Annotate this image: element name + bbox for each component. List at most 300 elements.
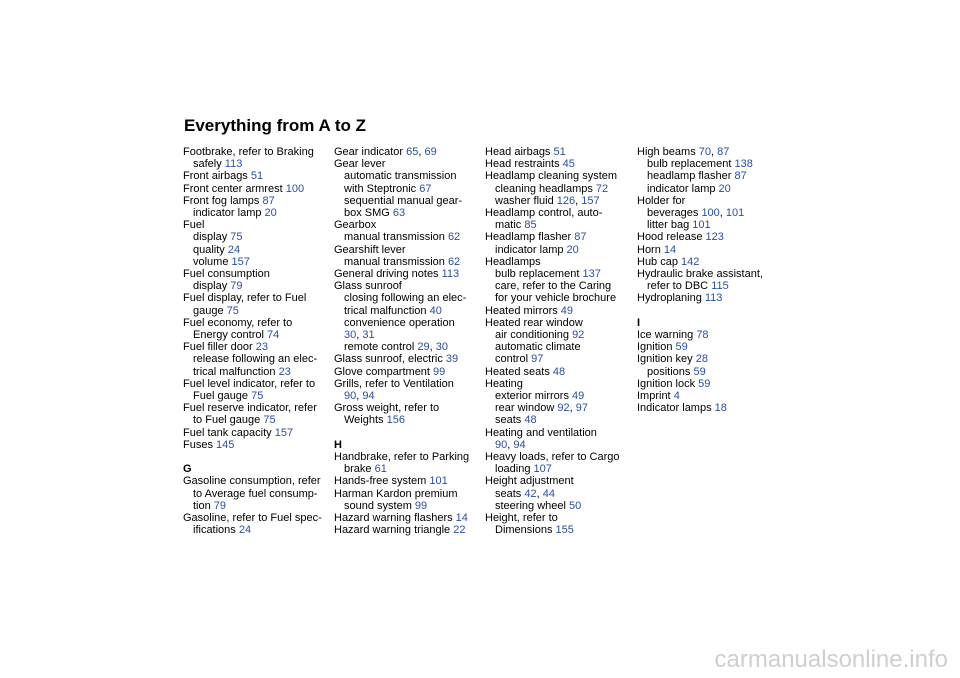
page-link[interactable]: 138: [734, 158, 753, 171]
entry-text: Fuel filler door: [183, 341, 256, 354]
page-link[interactable]: 78: [696, 329, 709, 342]
page-link[interactable]: 137: [582, 268, 601, 281]
entry-text: convenience operation: [344, 316, 455, 329]
entry-text: Fuses: [183, 438, 217, 451]
page-link[interactable]: 39: [445, 353, 459, 366]
index-entry: [183, 439, 333, 451]
index-entry: [334, 268, 484, 280]
page-link[interactable]: 74: [266, 329, 280, 342]
entry-text: ifications: [193, 524, 239, 537]
entry-text: exterior mirrors: [495, 390, 573, 403]
index-entry: [334, 524, 484, 536]
index-entry: [485, 207, 635, 219]
entry-text: positions: [647, 365, 694, 378]
entry-text: display: [193, 231, 231, 244]
page-link[interactable]: 59: [698, 377, 711, 390]
entry-text: control: [495, 353, 532, 366]
page-link[interactable]: 48: [524, 414, 537, 427]
page-link[interactable]: 49: [572, 390, 585, 403]
entry-text: G: [183, 463, 192, 476]
entry-text: Hub cap: [637, 255, 682, 268]
entry-text: Headlamp cleaning system: [485, 170, 618, 183]
page-link[interactable]: 115: [711, 280, 729, 293]
section-spacer: [334, 427, 484, 439]
section-spacer: [637, 305, 787, 317]
entry-text: Fuel: [183, 219, 205, 232]
entry-text: Ignition key: [637, 353, 696, 366]
index-subentry: [334, 317, 484, 329]
index-entry: [637, 244, 787, 256]
page-link[interactable]: 70: [698, 146, 712, 158]
index-subentry: [334, 195, 484, 207]
index-entry: [485, 378, 635, 390]
entry-text: Gearshift lever: [334, 243, 406, 256]
index-entry: [183, 317, 333, 329]
page-link[interactable]: 14: [455, 512, 468, 525]
index-subentry: [183, 414, 333, 426]
page-link[interactable]: 59: [675, 341, 688, 354]
entry-text: Head restraints: [485, 158, 563, 171]
index-subentry: [334, 256, 484, 268]
index-entry: [183, 195, 333, 207]
page-link[interactable]: 40: [429, 304, 442, 317]
entry-text: box SMG: [344, 207, 393, 220]
index-entry: [183, 219, 333, 231]
page-link[interactable]: 20: [264, 207, 277, 220]
index-entry: [485, 427, 635, 439]
index-subentry: [183, 353, 333, 365]
index-entry: [485, 170, 635, 182]
page-link[interactable]: 101: [692, 219, 711, 232]
entry-text: Heavy loads, refer to Cargo: [485, 451, 620, 464]
entry-text: tion: [193, 499, 214, 512]
index-subentry: [334, 292, 484, 304]
page-link[interactable]: 87: [574, 231, 587, 244]
entry-text: automatic transmission: [344, 170, 457, 183]
entry-text: Gross weight, refer to: [334, 402, 440, 415]
index-subentry: [485, 524, 635, 536]
index-entry: [637, 341, 787, 353]
section-spacer: [183, 451, 333, 463]
entry-text: Ice warning: [637, 329, 697, 342]
page-link[interactable]: 51: [250, 170, 264, 183]
entry-text: Heating and ventilation: [485, 426, 597, 439]
index-subentry: seats 42, 44: [495, 487, 555, 500]
entry-text: Gearbox: [334, 219, 377, 232]
index-entry: [183, 341, 333, 353]
page-link[interactable]: 87: [717, 146, 730, 158]
entry-text: Heated seats: [485, 365, 553, 378]
entry-text: quality: [193, 243, 228, 256]
entry-text: Front center armrest: [183, 182, 286, 195]
index-subentry: [637, 183, 787, 195]
page-link[interactable]: 23: [255, 341, 269, 354]
entry-text: Horn: [637, 243, 664, 256]
entry-text: safely: [193, 158, 225, 171]
page-link[interactable]: 20: [718, 182, 731, 195]
page-link[interactable]: 18: [714, 402, 727, 415]
page-link[interactable]: 50: [569, 499, 582, 512]
index-subentry: [183, 280, 333, 292]
index-subentry: 90, 94: [344, 390, 375, 403]
page-link[interactable]: 126: [556, 194, 576, 207]
page-link[interactable]: 28: [695, 353, 708, 366]
entry-text: Fuel tank capacity: [183, 426, 275, 439]
entry-text: Height adjustment: [485, 475, 574, 488]
index-entry: [485, 475, 635, 487]
index-subentry: [183, 390, 333, 402]
index-entry: [637, 292, 787, 304]
index-column-4: [637, 146, 787, 414]
index-subentry: [183, 488, 333, 500]
index-column-1: [183, 146, 333, 536]
entry-text: Heated rear window: [485, 316, 583, 329]
index-column-2: [334, 146, 484, 536]
entry-text: seats: [495, 414, 525, 427]
index-entry: [637, 268, 787, 280]
page-link[interactable]: 99: [433, 365, 446, 378]
entry-text: Weights: [344, 414, 387, 427]
index-entry: [334, 366, 484, 378]
index-entry: [637, 329, 787, 341]
entry-text: Headlamp control, auto-: [485, 207, 603, 220]
page-link[interactable]: 24: [238, 524, 252, 537]
page-link[interactable]: 97: [575, 402, 588, 415]
index-entry: [637, 195, 787, 207]
entry-text: release following an elec-: [193, 353, 318, 366]
entry-text: Glass sunroof, electric: [334, 353, 446, 366]
index-subentry: beverages 100, 101: [647, 207, 745, 220]
section-letter: [183, 463, 333, 475]
index-entry: [334, 512, 484, 524]
entry-text: sequential manual gear-: [344, 194, 463, 207]
index-entry: [637, 353, 787, 365]
index-subentry: [485, 353, 635, 365]
index-subentry: [485, 183, 635, 195]
page-link[interactable]: 157: [274, 426, 294, 439]
index-entry: [637, 378, 787, 390]
index-subentry: [485, 329, 635, 341]
index-subentry: [183, 207, 333, 219]
entry-text: Grills, refer to Ventilation: [334, 377, 454, 390]
page-link[interactable]: 97: [531, 353, 544, 366]
entry-text: cleaning headlamps: [495, 182, 596, 195]
index-subentry: remote control 29, 30: [344, 341, 448, 354]
index-entry: [183, 427, 333, 439]
entry-text: Footbrake, refer to Braking: [183, 146, 314, 158]
entry-text: washer fluid: [495, 194, 557, 207]
page-link[interactable]: 87: [734, 170, 747, 183]
page-link[interactable]: 22: [453, 524, 466, 537]
entry-text: trical malfunction: [193, 365, 279, 378]
index-subentry: 90, 94: [495, 438, 526, 451]
index-entry: [334, 280, 484, 292]
page-link[interactable]: 48: [552, 365, 566, 378]
page-link[interactable]: 45: [562, 158, 575, 171]
index-subentry: [334, 207, 484, 219]
index-subentry: [485, 341, 635, 353]
entry-text: with Steptronic: [344, 182, 420, 195]
entry-text: matic: [495, 219, 525, 232]
page-link[interactable]: 157: [231, 255, 250, 268]
entry-text: Indicator lamps: [637, 402, 715, 415]
entry-text: Holder for: [637, 194, 686, 207]
entry-text: Fuel reserve indicator, refer: [183, 402, 317, 415]
entry-text: Head airbags: [485, 146, 554, 158]
entry-text: Ignition lock: [637, 377, 699, 390]
page-link[interactable]: 113: [704, 292, 723, 305]
page-link[interactable]: 61: [374, 463, 387, 476]
index-entry: [183, 378, 333, 390]
index-entry: [334, 451, 484, 463]
page-link[interactable]: 101: [725, 207, 745, 220]
page-link[interactable]: 94: [513, 438, 526, 451]
entry-text: to Average fuel consump-: [193, 487, 318, 500]
entry-text: bulb replacement: [647, 158, 735, 171]
index-subentry: [183, 158, 333, 170]
page-link[interactable]: 59: [693, 365, 706, 378]
page-link[interactable]: 99: [414, 499, 428, 512]
entry-text: automatic climate: [495, 341, 581, 354]
entry-text: indicator lamp: [193, 207, 265, 220]
entry-text: steering wheel: [495, 499, 569, 512]
entry-text: Height, refer to: [485, 512, 558, 525]
entry-text: Handbrake, refer to Parking: [334, 451, 470, 464]
entry-text: litter bag: [647, 219, 693, 232]
index-subentry: [485, 414, 635, 426]
index-entry: [485, 231, 635, 243]
index-entry: High beams 70, 87: [637, 146, 730, 158]
page-link[interactable]: 85: [524, 219, 537, 232]
index-entry: [637, 231, 787, 243]
page-link[interactable]: 145: [216, 438, 235, 451]
section-letter: [334, 439, 484, 451]
page-link[interactable]: 107: [533, 463, 552, 476]
index-subentry: [183, 366, 333, 378]
entry-text: Fuel level indicator, refer to: [183, 377, 316, 390]
index-subentry: [485, 219, 635, 231]
index-entry: [183, 268, 333, 280]
page-link[interactable]: 14: [663, 243, 677, 256]
entry-text: Hydraulic brake assistant,: [637, 268, 763, 281]
page-link[interactable]: 20: [566, 243, 579, 256]
page-link[interactable]: 4: [673, 390, 680, 403]
index-entry: [485, 512, 635, 524]
page-link[interactable]: 87: [262, 194, 275, 207]
page-link[interactable]: 65: [406, 146, 419, 158]
index-subentry: [334, 170, 484, 182]
index-entry: [183, 512, 333, 524]
page-link[interactable]: 69: [424, 146, 437, 158]
page-link[interactable]: 30: [344, 329, 357, 342]
index-entry: [485, 146, 635, 158]
entry-text: Glass sunroof: [334, 280, 402, 293]
index-subentry: rear window 92, 97: [495, 402, 588, 415]
page-link[interactable]: 123: [705, 231, 724, 244]
page-link[interactable]: 113: [441, 268, 460, 281]
entry-text: Hood release: [637, 231, 706, 244]
page-link[interactable]: 51: [553, 146, 566, 158]
entry-text: manual transmission: [344, 255, 448, 268]
index-entry: [183, 402, 333, 414]
page-link[interactable]: 79: [230, 280, 243, 293]
index-subentry: 30, 31: [344, 329, 375, 342]
entry-text: remote control: [344, 341, 418, 354]
page-link[interactable]: 142: [681, 255, 700, 268]
page-link[interactable]: 79: [213, 499, 227, 512]
page-link[interactable]: 67: [419, 182, 432, 195]
index-entry: [334, 475, 484, 487]
entry-text: Hazard warning flashers: [334, 512, 456, 525]
index-subentry: [485, 268, 635, 280]
index-entry: [485, 366, 635, 378]
entry-text: Front fog lamps: [183, 194, 263, 207]
entry-text: Hazard warning triangle: [334, 524, 454, 537]
entry-text: Harman Kardon premium: [334, 487, 458, 500]
entry-text: sound system: [344, 499, 415, 512]
entry-text: seats: [495, 487, 525, 500]
page-link[interactable]: 24: [227, 243, 241, 256]
index-subentry: [183, 231, 333, 243]
index-subentry: [183, 244, 333, 256]
page-link[interactable]: 23: [278, 365, 291, 378]
entry-text: refer to DBC: [647, 280, 712, 293]
entry-text: Gear indicator: [334, 146, 407, 158]
entry-text: Hydroplaning: [637, 292, 705, 305]
page-link[interactable]: 31: [362, 329, 375, 342]
entry-text: air conditioning: [495, 329, 573, 342]
index-subentry: [485, 244, 635, 256]
index-entry: [183, 292, 333, 304]
section-letter: [637, 317, 787, 329]
index-subentry: [485, 463, 635, 475]
entry-text: beverages: [647, 207, 702, 220]
page-link[interactable]: 156: [386, 414, 405, 427]
page-link[interactable]: 30: [435, 341, 448, 354]
index-subentry: [334, 414, 484, 426]
index-entry: [183, 475, 333, 487]
index-subentry: [485, 390, 635, 402]
entry-text: Imprint: [637, 390, 674, 403]
index-entry: [183, 170, 333, 182]
index-subentry: [334, 500, 484, 512]
index-subentry: washer fluid 126, 157: [495, 194, 600, 207]
entry-text: Headlamp flasher: [485, 231, 575, 244]
page-link[interactable]: 75: [263, 414, 276, 427]
entry-text: Fuel economy, refer to: [183, 316, 293, 329]
page-link[interactable]: 92: [557, 402, 570, 415]
entry-text: Fuel gauge: [193, 390, 252, 403]
page-link[interactable]: 62: [447, 231, 461, 244]
index-subentry: [637, 170, 787, 182]
page-link[interactable]: 90: [495, 438, 508, 451]
index-entry: [485, 451, 635, 463]
entry-text: display: [193, 280, 231, 293]
entry-text: Headlamps: [485, 255, 541, 268]
entry-text: headlamp flasher: [647, 170, 735, 183]
index-subentry: [183, 524, 333, 536]
index-subentry: [485, 292, 635, 304]
page-link[interactable]: 75: [226, 304, 239, 317]
page-link[interactable]: 29: [417, 341, 430, 354]
entry-text: brake: [344, 463, 375, 476]
index-entry: [485, 305, 635, 317]
entry-text: indicator lamp: [647, 182, 719, 195]
entry-text: Ignition: [637, 341, 676, 354]
index-entry: [637, 390, 787, 402]
entry-text: manual transmission: [344, 231, 448, 244]
entry-text: for your vehicle brochure: [495, 292, 617, 305]
entry-text: Dimensions: [495, 524, 556, 537]
entry-text: loading: [495, 463, 534, 476]
page-link[interactable]: 101: [429, 475, 448, 488]
entry-text: trical malfunction: [344, 304, 430, 317]
entry-text: Glove compartment: [334, 365, 434, 378]
page-link[interactable]: 44: [542, 487, 555, 500]
page-link[interactable]: 75: [230, 231, 243, 244]
page-link[interactable]: 100: [285, 182, 305, 195]
entry-text: Hands-free system: [334, 475, 430, 488]
page-link[interactable]: 90: [344, 390, 357, 403]
entry-text: I: [637, 316, 641, 329]
entry-text: General driving notes: [334, 268, 442, 281]
page-link[interactable]: 92: [572, 329, 585, 342]
page-link[interactable]: 94: [362, 390, 375, 403]
index-subentry: [334, 463, 484, 475]
page-link[interactable]: 155: [555, 524, 574, 537]
entry-text: High beams: [637, 146, 699, 158]
entry-text: volume: [193, 255, 232, 268]
entry-text: gauge: [193, 304, 227, 317]
page-link[interactable]: 113: [224, 158, 243, 171]
index-entry: [334, 353, 484, 365]
page-link[interactable]: 49: [560, 304, 574, 317]
page-link[interactable]: 100: [701, 207, 720, 220]
index-column-3: [485, 146, 635, 537]
index-entry: [485, 256, 635, 268]
entry-text: Energy control: [193, 329, 267, 342]
index-subentry: [485, 500, 635, 512]
entry-text: rear window: [495, 402, 558, 415]
index-entry: [334, 219, 484, 231]
index-entry: [183, 183, 333, 195]
index-entry: [334, 378, 484, 390]
entry-text: Fuel display, refer to Fuel: [183, 292, 307, 305]
page-link[interactable]: 63: [392, 207, 406, 220]
page-link[interactable]: 72: [595, 182, 609, 195]
index-entry: [334, 244, 484, 256]
index-subentry: [637, 219, 787, 231]
watermark-text: carmanualsonline.info: [714, 646, 948, 673]
entry-text: Heating: [485, 377, 523, 390]
page-link[interactable]: 157: [581, 194, 600, 207]
entry-text: Gasoline, refer to Fuel spec-: [183, 512, 322, 525]
entry-text: Gear lever: [334, 158, 386, 171]
entry-text: indicator lamp: [495, 243, 567, 256]
page-link[interactable]: 62: [447, 255, 461, 268]
index-entry: Gear indicator 65, 69: [334, 146, 437, 158]
index-subentry: [183, 329, 333, 341]
index-subentry: [334, 183, 484, 195]
index-entry: [334, 488, 484, 500]
index-subentry: [637, 158, 787, 170]
index-entry: [183, 146, 333, 158]
page-link[interactable]: 42: [524, 487, 537, 500]
index-subentry: [485, 280, 635, 292]
entry-text: bulb replacement: [495, 268, 583, 281]
index-entry: [334, 158, 484, 170]
page-link[interactable]: 75: [251, 390, 264, 403]
